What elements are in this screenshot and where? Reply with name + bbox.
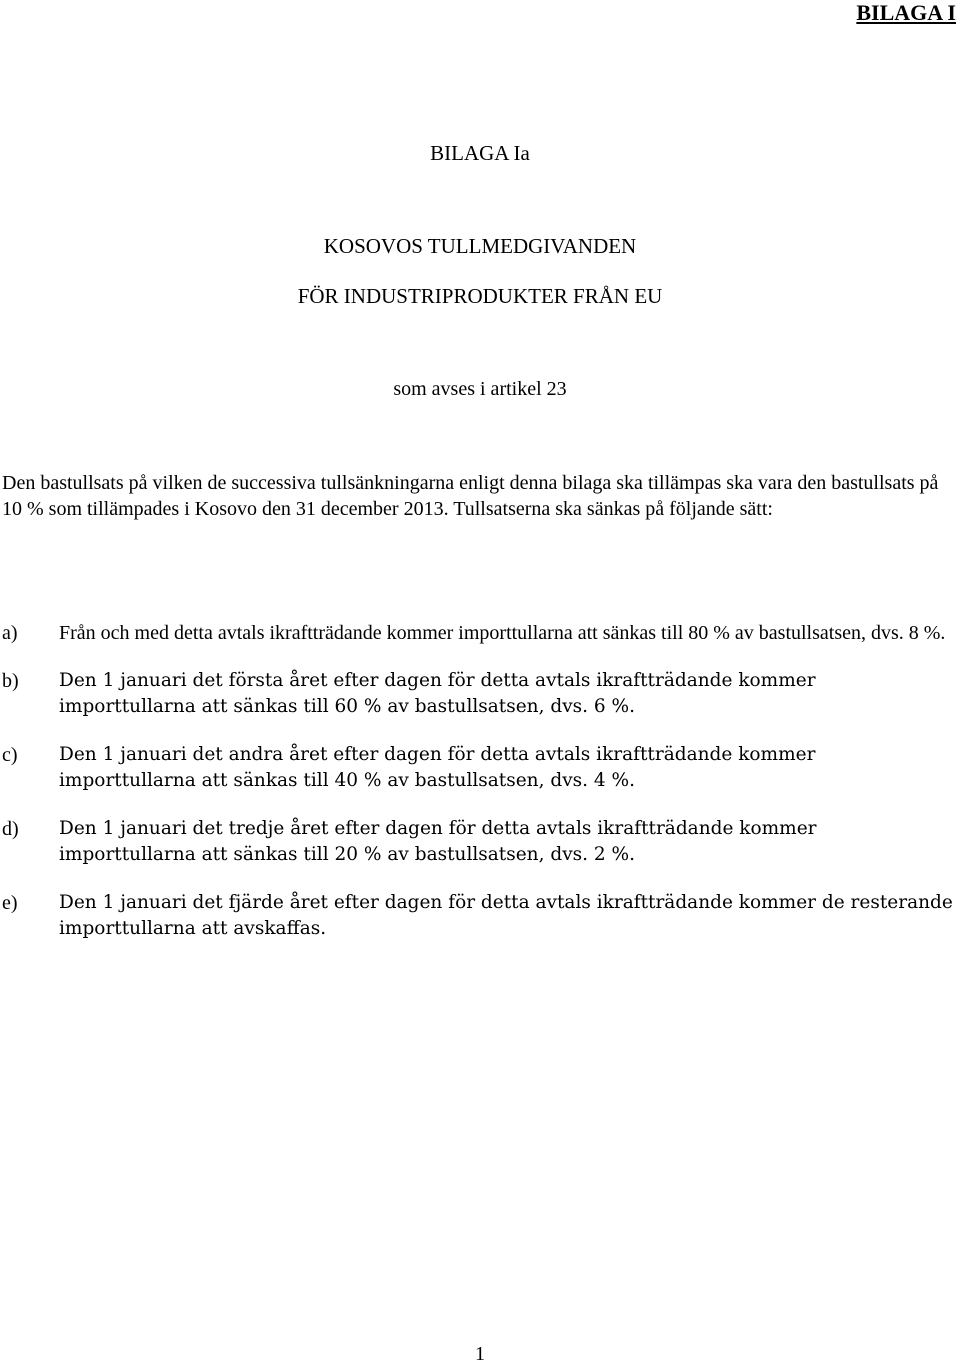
list-item-text: Den 1 januari det tredje året efter dagen för detta avtals ikraftträdande kommer importtullarna att sänkas till 20 % av bastullsatsen, dvs. 2 %.: [59, 818, 817, 865]
list-item-text: Den 1 januari det första året efter dagen för detta avtals ikraftträdande kommer importtullarna att sänkas till 60 % av bastullsatsen, dvs. 6 %.: [59, 670, 816, 717]
annex-label: BILAGA I: [856, 0, 956, 25]
list-item: [2, 620, 958, 646]
document-title-line-2: FÖR INDUSTRIPRODUKTER FRÅN EU: [297, 284, 663, 308]
list-item: [2, 816, 958, 868]
list-item-text: Den 1 januari det fjärde året efter dagen för detta avtals ikraftträdande kommer de resterande importtullarna att avskaffas.: [59, 892, 953, 939]
list-item: [2, 890, 958, 942]
article-reference: som avses i artikel 23: [393, 378, 567, 400]
list-item-text: Den 1 januari det andra året efter dagen för detta avtals ikraftträdande kommer importtullarna att sänkas till 40 % av bastullsatsen, dvs. 4 %.: [59, 744, 816, 791]
sub-annex-title: BILAGA Ia: [430, 141, 530, 165]
page-number: 1: [475, 1343, 485, 1365]
list-item: [2, 668, 958, 720]
list-item-letter: a): [2, 622, 18, 644]
list-item: [2, 742, 958, 794]
list-item-text: Från och med detta avtals ikraftträdande kommer importtullarna att sänkas till 80 % av bastullsatsen, dvs. 8 %.: [59, 622, 946, 644]
list-item-letter: e): [2, 892, 18, 914]
document-title-line-1: KOSOVOS TULLMEDGIVANDEN: [323, 234, 637, 258]
intro-paragraph: Den bastullsats på vilken de successiva tullsänkningarna enligt denna bilaga ska tillämpas ska vara den bastullsats på 10 % som tillämpades i Kosovo den 31 december 2013. Tullsatserna ska sänkas på följande sätt:: [2, 472, 939, 520]
reduction-schedule-list: [2, 620, 958, 964]
list-item-letter: d): [2, 818, 19, 840]
list-item-letter: c): [2, 744, 18, 766]
list-item-letter: b): [2, 670, 19, 692]
